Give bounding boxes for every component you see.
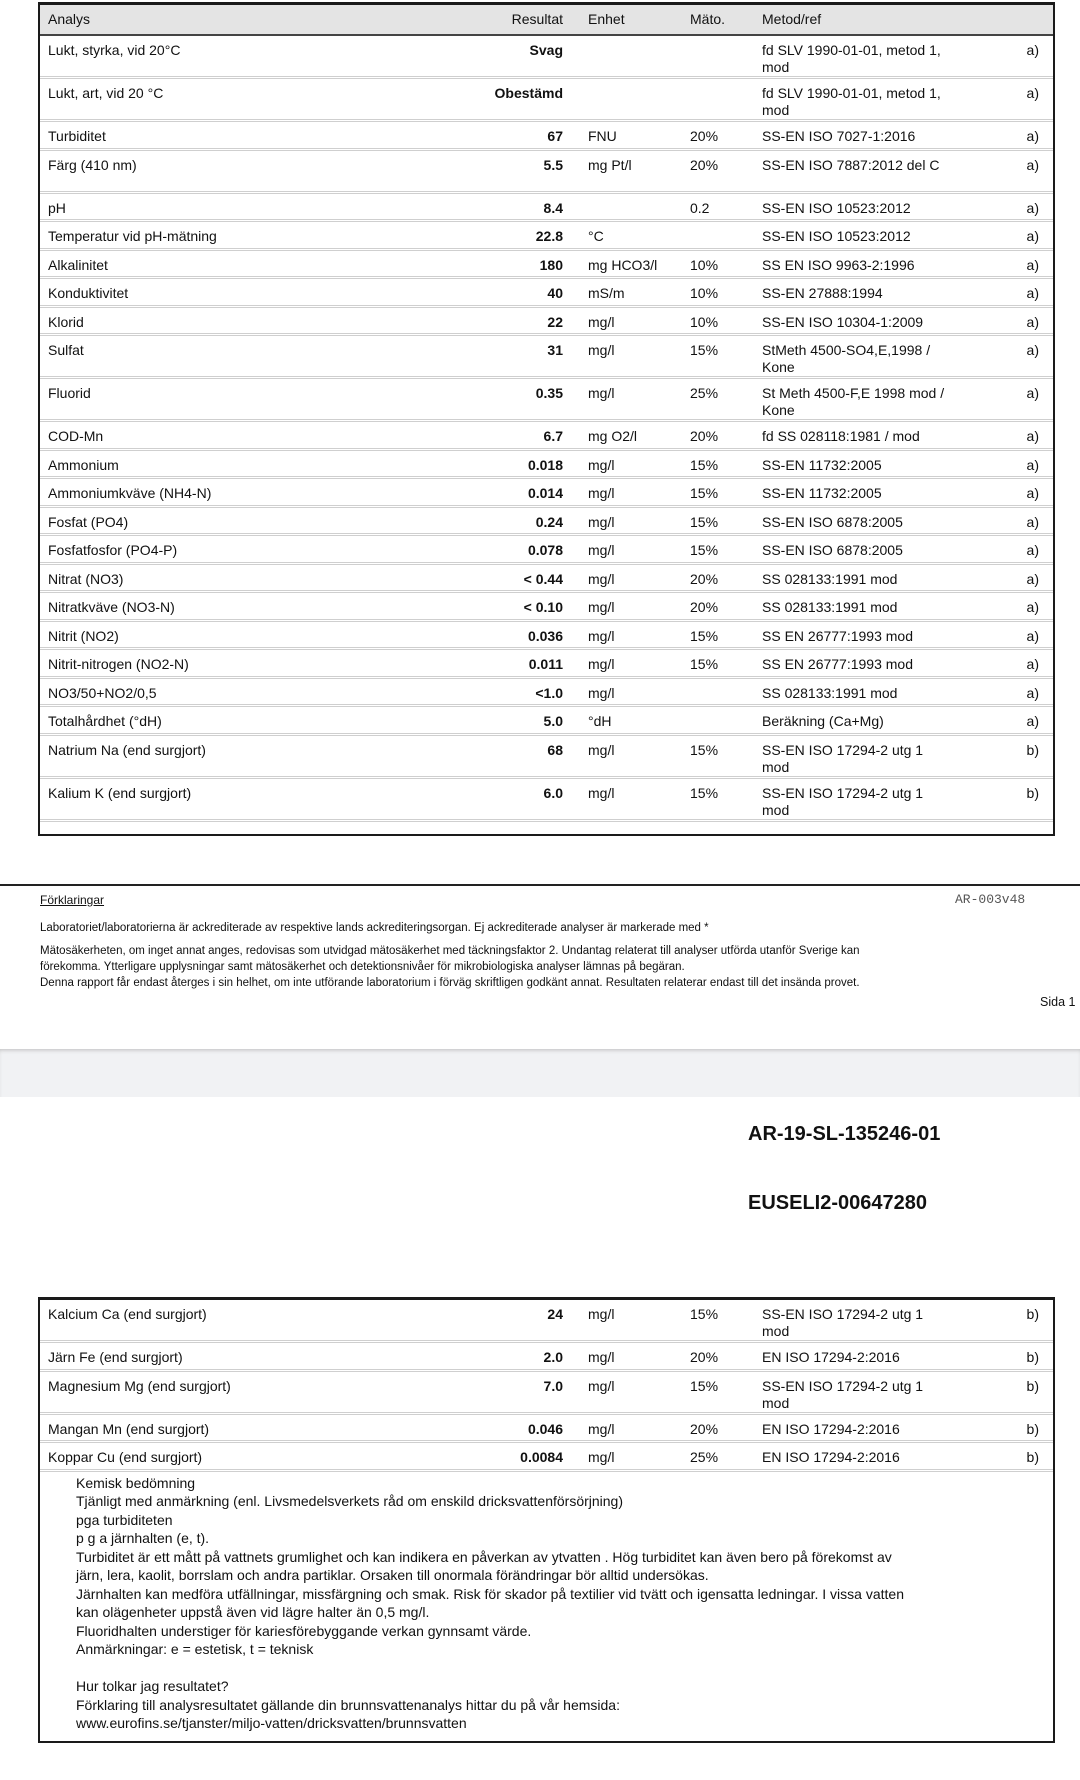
method-ref: SS-EN ISO 17294-2 utg 1 mod <box>762 741 924 775</box>
table-row <box>40 422 1053 451</box>
accreditation-note: a) <box>1026 285 1039 301</box>
accreditation-note: a) <box>1026 599 1039 615</box>
table-row <box>40 736 1053 779</box>
result-value: 0.011 <box>528 656 563 672</box>
uncertainty: 20% <box>690 428 719 444</box>
method-ref: StMeth 4500-SO4,E,1998 / Kone <box>762 342 931 375</box>
uncertainty: 20% <box>690 156 719 173</box>
method-ref: SS 028133:1991 mod <box>762 570 898 587</box>
result-value: 0.0084 <box>520 1449 563 1465</box>
uncertainty: 15% <box>690 741 719 758</box>
result-value: 5.0 <box>543 713 563 729</box>
table-row <box>40 122 1053 151</box>
unit: mg/l <box>588 1306 615 1322</box>
table-row <box>40 1372 1053 1415</box>
method-ref: St Meth 4500-F,E 1998 mod / Kone <box>762 385 945 418</box>
accreditation-note: a) <box>1026 156 1039 173</box>
method-ref: SS 028133:1991 mod <box>762 599 898 615</box>
analysis-name: Färg (410 nm) <box>48 156 137 173</box>
accreditation-note: a) <box>1026 428 1039 444</box>
sample-id: EUSELI2-00647280 <box>748 1192 928 1214</box>
unit: mg/l <box>588 784 615 801</box>
result-value: 2.0 <box>543 1349 563 1365</box>
result-value: 0.24 <box>535 513 563 530</box>
unit: mg/l <box>588 684 615 701</box>
table-row <box>40 1300 1053 1343</box>
method-ref: SS-EN ISO 17294-2 utg 1 mod <box>762 1377 924 1411</box>
accreditation-note: a) <box>1026 128 1039 144</box>
result-value: 22 <box>547 313 563 330</box>
result-value: 40 <box>547 285 563 301</box>
table-body <box>40 36 1053 822</box>
unit: mS/m <box>588 285 625 301</box>
result-value: 8.4 <box>543 199 563 216</box>
uncertainty: 15% <box>690 1306 719 1322</box>
analysis-name: Nitrat (NO3) <box>48 570 124 587</box>
analysis-name: Natrium Na (end surgjort) <box>48 741 206 758</box>
method-ref: SS EN ISO 9963-2:1996 <box>762 256 915 273</box>
assessment-line: pga turbiditeten <box>76 1511 173 1528</box>
uncertainty: 15% <box>690 1377 719 1394</box>
table-row <box>40 536 1053 565</box>
result-value: 0.078 <box>527 542 563 558</box>
table-bottom-spacer <box>40 822 1053 834</box>
analysis-name: Nitrit-nitrogen (NO2-N) <box>48 656 189 672</box>
result-value: < 0.44 <box>523 570 563 587</box>
accreditation-note: a) <box>1026 485 1039 501</box>
uncertainty: 15% <box>690 542 719 558</box>
method-ref: EN ISO 17294-2:2016 <box>762 1349 900 1365</box>
analysis-name: Järn Fe (end surgjort) <box>48 1349 183 1365</box>
reproduction-note: Denna rapport får endast återges i sin helhet, om inte utförande laboratorium i förväg skriftligen godkänt annat. Resultaten relaterar endast till det insända provet. <box>40 977 860 989</box>
method-ref: SS-EN ISO 6878:2005 <box>762 513 903 530</box>
result-value: Svag <box>529 42 563 58</box>
uncertainty: 15% <box>690 513 719 530</box>
unit: mg/l <box>588 456 615 473</box>
result-value: 0.014 <box>527 485 563 501</box>
analysis-name: Klorid <box>48 313 84 330</box>
uncertainty: 20% <box>690 1349 719 1365</box>
analysis-name: Fosfat (PO4) <box>48 513 129 530</box>
accreditation-note: b) <box>1026 784 1039 801</box>
header-mato: Mäto. <box>690 11 726 27</box>
analysis-name: Lukt, styrka, vid 20°C <box>48 42 181 58</box>
table-row <box>40 707 1053 736</box>
assessment-line: Förklaring till analysresultatet gällande din brunnsvattenanalys hittar du på vår hemsida: <box>76 1696 620 1713</box>
assessment-line: Anmärkningar: e = estetisk, t = teknisk <box>76 1641 314 1657</box>
uncertainty: 20% <box>690 570 719 587</box>
unit: mg/l <box>588 513 615 530</box>
table-body <box>40 1300 1053 1472</box>
unit: FNU <box>588 128 617 144</box>
header-enhet: Enhet <box>588 11 625 27</box>
uncertainty: 20% <box>690 128 719 144</box>
table-header <box>40 5 1053 36</box>
table-row <box>40 222 1053 251</box>
method-ref: SS 028133:1991 mod <box>762 684 898 701</box>
method-ref: SS-EN ISO 10523:2012 <box>762 199 911 216</box>
accreditation-note: b) <box>1026 1306 1039 1322</box>
assessment-line: Tjänligt med anmärkning (enl. Livsmedelsverkets råd om enskild dricksvattenförsörjning) <box>76 1493 624 1509</box>
uncertainty: 10% <box>690 256 719 273</box>
assessment-line: Fluoridhalten understiger för kariesförebyggande verkan gynnsamt värde. <box>76 1622 532 1639</box>
analysis-name: Fosfatfosfor (PO4-P) <box>48 542 178 558</box>
table-row <box>40 1443 1053 1472</box>
unit: mg/l <box>588 1377 615 1394</box>
accreditation-note: a) <box>1026 542 1039 558</box>
accreditation-note: b) <box>1026 1420 1039 1437</box>
form-code: AR-003v48 <box>955 892 1026 907</box>
result-value: <1.0 <box>535 684 563 701</box>
result-value: 0.35 <box>535 385 563 401</box>
uncertainty-note: Mätosäkerheten, om inget annat anges, redovisas som utvidgad mätosäkerhet med täckningsfaktor 2. Undantag relaterat till analyser utförda utanför Sverige kan förekomma. Ytterligare upplysningar samt mätosäkerhet och detektionsnivåer för mikrobiologiska analyser lämnas på begäran. <box>40 945 860 973</box>
header-metod: Metod/ref <box>762 11 822 27</box>
accreditation-note: a) <box>1026 385 1039 401</box>
uncertainty: 15% <box>690 485 719 501</box>
header-resultat: Resultat <box>511 11 563 27</box>
accreditation-note: Laboratoriet/laboratorierna är ackrediterade av respektive lands ackrediteringsorgan. Ej ackrediterade analyser är markerade med * <box>40 922 709 934</box>
uncertainty: 15% <box>690 456 719 473</box>
chemical-assessment <box>40 1472 1053 1741</box>
unit: mg Pt/l <box>588 156 632 173</box>
accreditation-note: b) <box>1026 741 1039 758</box>
table-row <box>40 1343 1053 1372</box>
table-row <box>40 622 1053 651</box>
page-break <box>0 1049 1080 1097</box>
uncertainty: 15% <box>690 342 719 358</box>
table-row <box>40 679 1053 708</box>
assessment-line: järn, lera, kaolit, borrslam och andra partiklar. Orsaken till onormala förändringar bör alltid undersökas. <box>76 1567 709 1583</box>
table-row <box>40 1415 1053 1444</box>
result-value: 0.046 <box>527 1420 563 1437</box>
accreditation-note: a) <box>1026 456 1039 473</box>
assessment-line: Hur tolkar jag resultatet? <box>76 1678 229 1694</box>
analysis-name: Ammonium <box>48 456 119 473</box>
assessment-line: p g a järnhalten (e, t). <box>76 1530 210 1546</box>
method-ref: fd SS 028118:1981 / mod <box>762 428 920 444</box>
unit: mg/l <box>588 656 615 672</box>
unit: mg/l <box>588 1449 615 1465</box>
analysis-name: Koppar Cu (end surgjort) <box>48 1449 203 1465</box>
assessment-line: Turbiditet är ett mått på vattnets grumlighet och kan indikera en påverkan av ytvatten . Hög turbiditet kan även bero på förekomst av <box>76 1548 892 1565</box>
unit: mg/l <box>588 313 615 330</box>
analysis-name: Nitrit (NO2) <box>48 627 119 644</box>
table-row <box>40 194 1053 223</box>
unit: mg HCO3/l <box>588 256 658 273</box>
unit: mg/l <box>588 1349 615 1365</box>
accreditation-note: b) <box>1026 1349 1039 1365</box>
table-row <box>40 650 1053 679</box>
analysis-name: COD-Mn <box>48 428 104 444</box>
method-ref: SS EN 26777:1993 mod <box>762 656 913 672</box>
method-ref: SS-EN ISO 17294-2 utg 1 mod <box>762 1306 924 1339</box>
result-value: 6.7 <box>543 428 563 444</box>
uncertainty: 20% <box>690 1420 719 1437</box>
accreditation-note: a) <box>1026 342 1039 358</box>
website-url: www.eurofins.se/tjanster/miljo-vatten/dricksvatten/brunnsvatten <box>76 1715 467 1731</box>
unit: mg/l <box>588 627 615 644</box>
unit: mg O2/l <box>588 428 638 444</box>
table-row <box>40 36 1053 79</box>
header-analys: Analys <box>48 11 91 27</box>
unit: mg/l <box>588 1420 615 1437</box>
analysis-name: Turbiditet <box>48 128 106 144</box>
accreditation-note: a) <box>1026 684 1039 701</box>
uncertainty: 20% <box>690 599 719 615</box>
method-ref: SS-EN ISO 17294-2 utg 1 mod <box>762 784 924 818</box>
result-value: 0.036 <box>527 627 563 644</box>
method-ref: SS-EN ISO 10523:2012 <box>762 228 911 244</box>
table-row <box>40 451 1053 480</box>
analysis-name: Nitratkväve (NO3-N) <box>48 599 175 615</box>
accreditation-note: a) <box>1026 513 1039 530</box>
accreditation-note: b) <box>1026 1377 1039 1394</box>
method-ref: SS EN 26777:1993 mod <box>762 627 913 644</box>
accreditation-note: a) <box>1026 656 1039 672</box>
analysis-name: Lukt, art, vid 20 °C <box>48 85 164 101</box>
table-row <box>40 308 1053 337</box>
accreditation-note: a) <box>1026 199 1039 216</box>
table-row <box>40 79 1053 122</box>
result-value: 180 <box>539 256 563 273</box>
method-ref: SS-EN 11732:2005 <box>762 485 882 501</box>
analysis-name: Mangan Mn (end surgjort) <box>48 1420 210 1437</box>
unit: mg/l <box>588 599 615 615</box>
unit: mg/l <box>588 570 615 587</box>
table-row <box>40 593 1053 622</box>
table-row <box>40 379 1053 422</box>
accreditation-note: a) <box>1026 256 1039 273</box>
method-ref: SS-EN 11732:2005 <box>762 456 882 473</box>
unit: mg/l <box>588 741 615 758</box>
method-ref: EN ISO 17294-2:2016 <box>762 1449 900 1465</box>
result-value: 6.0 <box>543 784 563 801</box>
footer-divider <box>0 884 1080 886</box>
analysis-name: Fluorid <box>48 385 91 401</box>
method-ref: SS-EN ISO 6878:2005 <box>762 542 903 558</box>
accreditation-note: a) <box>1026 228 1039 244</box>
result-value: 5.5 <box>543 156 563 173</box>
analysis-name: Sulfat <box>48 342 84 358</box>
results-table-page2 <box>38 1297 1055 1743</box>
uncertainty: 0.2 <box>690 199 710 216</box>
accreditation-note: a) <box>1026 85 1039 101</box>
uncertainty: 15% <box>690 784 719 801</box>
table-row <box>40 479 1053 508</box>
unit: °C <box>588 228 604 244</box>
method-ref: Beräkning (Ca+Mg) <box>762 713 884 729</box>
uncertainty: 10% <box>690 313 719 330</box>
analysis-name: Temperatur vid pH-mätning <box>48 228 217 244</box>
method-ref: SS-EN ISO 7887:2012 del C <box>762 156 940 173</box>
accreditation-note: b) <box>1026 1449 1039 1465</box>
report-id: AR-19-SL-135246-01 <box>748 1123 941 1145</box>
analysis-name: Ammoniumkväve (NH4-N) <box>48 485 212 501</box>
uncertainty: 25% <box>690 385 719 401</box>
table-row <box>40 779 1053 822</box>
result-value: Obestämd <box>494 85 563 101</box>
analysis-name: Totalhårdhet (°dH) <box>48 713 162 729</box>
assessment-line <box>76 1659 1053 1678</box>
page-number: Sida 1 <box>1040 995 1076 1009</box>
method-ref: fd SLV 1990-01-01, metod 1, mod <box>762 42 941 75</box>
explanations-link[interactable]: Förklaringar <box>40 893 105 907</box>
result-value: 22.8 <box>535 228 563 244</box>
table-row <box>40 151 1053 194</box>
analysis-name: Alkalinitet <box>48 256 108 273</box>
result-value: 67 <box>547 128 563 144</box>
analysis-name: Kalium K (end surgjort) <box>48 784 192 801</box>
analysis-name: Magnesium Mg (end surgjort) <box>48 1377 231 1394</box>
result-value: 68 <box>547 741 563 758</box>
method-ref: fd SLV 1990-01-01, metod 1, mod <box>762 85 941 118</box>
result-value: < 0.10 <box>523 599 563 615</box>
result-value: 0.018 <box>527 456 563 473</box>
result-value: 24 <box>547 1306 563 1322</box>
accreditation-note: a) <box>1026 313 1039 330</box>
unit: mg/l <box>588 342 615 358</box>
unit: mg/l <box>588 485 615 501</box>
table-row <box>40 251 1053 280</box>
unit: mg/l <box>588 385 615 401</box>
method-ref: SS-EN ISO 7027-1:2016 <box>762 128 916 144</box>
uncertainty: 15% <box>690 627 719 644</box>
table-row <box>40 508 1053 537</box>
method-ref: EN ISO 17294-2:2016 <box>762 1420 900 1437</box>
analysis-name: pH <box>48 199 66 216</box>
table-row <box>40 336 1053 379</box>
accreditation-note: a) <box>1026 713 1039 729</box>
result-value: 7.0 <box>543 1377 563 1394</box>
table-row <box>40 279 1053 308</box>
result-value: 31 <box>547 342 563 358</box>
analysis-name: Konduktivitet <box>48 285 129 301</box>
accreditation-note: a) <box>1026 627 1039 644</box>
table-row <box>40 565 1053 594</box>
assessment-line: Järnhalten kan medföra utfällningar, missfärgning och smak. Risk för skador på textilier vid tvätt och igensatta ledningar. I vissa vatten <box>76 1585 904 1602</box>
unit: °dH <box>588 713 612 729</box>
assessment-line: kan olägenheter uppstå även vid lägre halter än 0,5 mg/l. <box>76 1604 430 1620</box>
results-table-page1 <box>38 2 1055 836</box>
accreditation-note: a) <box>1026 570 1039 587</box>
assessment-line: Kemisk bedömning <box>76 1474 196 1491</box>
method-ref: SS-EN 27888:1994 <box>762 285 883 301</box>
accreditation-note: a) <box>1026 42 1039 58</box>
uncertainty: 15% <box>690 656 719 672</box>
analysis-name: NO3/50+NO2/0,5 <box>48 684 157 701</box>
method-ref: SS-EN ISO 10304-1:2009 <box>762 313 924 330</box>
uncertainty: 25% <box>690 1449 719 1465</box>
unit: mg/l <box>588 542 615 558</box>
uncertainty: 10% <box>690 285 719 301</box>
analysis-name: Kalcium Ca (end surgjort) <box>48 1306 207 1322</box>
